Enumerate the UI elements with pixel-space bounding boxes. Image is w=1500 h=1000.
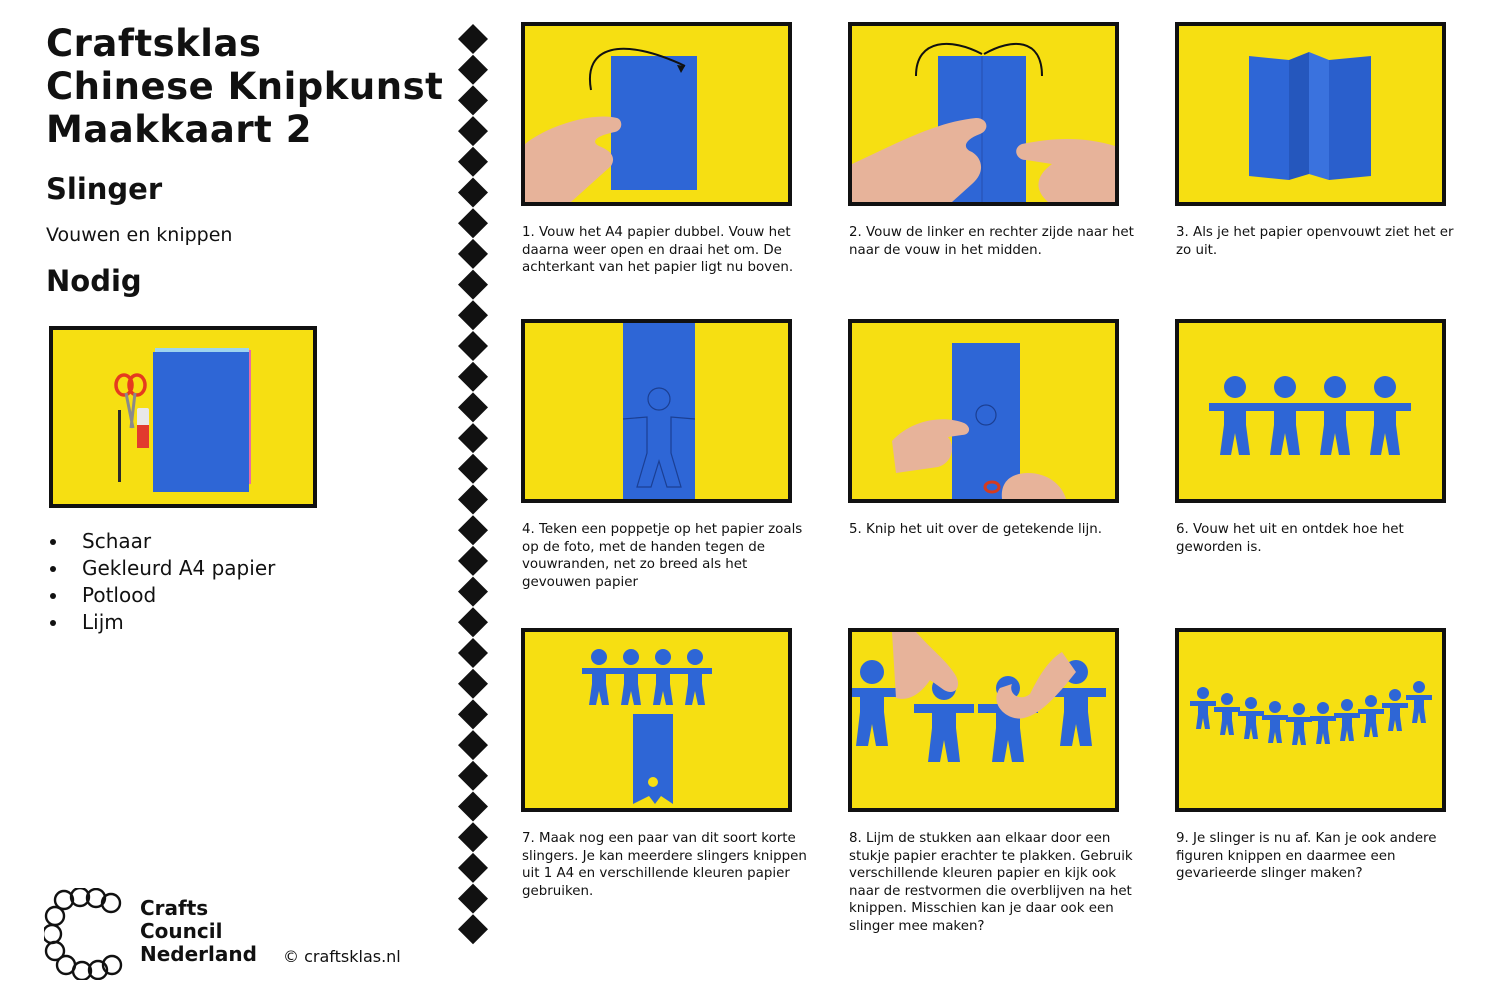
step-9-caption: 9. Je slinger is nu af. Kan je ook andere figuren knippen en daarmee een gevarieerde slinger maken? (1176, 831, 1437, 881)
step-4-caption: 4. Teken een poppetje op het papier zoals op de foto, met de handen tegen de vouwranden, net zo breed als het gevouwen papier (522, 522, 803, 590)
step-2-photo (848, 22, 1119, 206)
diamond-icon (458, 577, 488, 607)
step-1-photo (521, 22, 792, 206)
diamond-icon (458, 884, 488, 914)
title-block (46, 22, 446, 151)
diamond-icon (458, 730, 488, 760)
diamond-icon (458, 792, 488, 822)
tagline: Vouwen en knippen (46, 224, 233, 246)
diamond-icon (458, 454, 488, 484)
logo-line: Crafts (140, 896, 209, 920)
diamond-icon (458, 239, 488, 269)
diamond-icon (458, 270, 488, 300)
diamond-icon (458, 853, 488, 883)
diamond-divider (455, 22, 491, 977)
step-8-photo (848, 628, 1119, 812)
diamond-icon (458, 300, 488, 330)
step-5-caption: 5. Knip het uit over de getekende lijn. (849, 522, 1102, 537)
page-title (46, 22, 446, 151)
step-4-photo (521, 319, 792, 503)
diamond-icon (458, 822, 488, 852)
step-1-caption: 1. Vouw het A4 papier dubbel. Vouw het daarna weer open en draai het om. De achterkant van het papier ligt nu boven. (522, 225, 794, 275)
logo-text (140, 897, 257, 966)
needs-title: Nodig (46, 264, 142, 298)
copyright: © craftsklas.nl (283, 947, 401, 966)
logo-line: Council (140, 919, 223, 943)
title-line-3: Maakkaart 2 (46, 108, 312, 151)
diamond-icon (458, 607, 488, 637)
step-5-photo (848, 319, 1119, 503)
subtitle: Slinger (46, 172, 163, 206)
diamond-icon (458, 362, 488, 392)
title-line-2: Chinese Knipkunst (46, 65, 444, 108)
diamond-icon (458, 331, 488, 361)
diamond-icon (458, 178, 488, 208)
diamond-icon (458, 485, 488, 515)
diamond-icon (458, 24, 488, 54)
diamond-icon (458, 208, 488, 238)
diamond-icon (458, 147, 488, 177)
materials-photo (49, 326, 317, 508)
step-6-caption: 6. Vouw het uit en ontdek hoe het geworden is. (1176, 522, 1404, 555)
step-9-photo (1175, 628, 1446, 812)
needs-list (46, 528, 275, 636)
diamond-icon (458, 392, 488, 422)
diamond-icon (458, 699, 488, 729)
diamond-icon (458, 55, 488, 85)
logo-line: Nederland (140, 942, 257, 966)
list-item: Potlood (46, 582, 275, 609)
step-2-caption: 2. Vouw de linker en rechter zijde naar het naar de vouw in het midden. (849, 225, 1134, 258)
step-7-caption: 7. Maak nog een paar van dit soort korte slingers. Je kan meerdere slingers knippen uit 1 A4 en verschillende kleuren papier gebruiken. (522, 831, 807, 899)
list-item: Lijm (46, 609, 275, 636)
title-line-1: Craftsklas (46, 22, 262, 65)
step-3-caption: 3. Als je het papier openvouwt ziet het er zo uit. (1176, 225, 1454, 258)
diamond-icon (458, 546, 488, 576)
diamond-icon (458, 761, 488, 791)
diamond-icon (458, 669, 488, 699)
step-3-photo (1175, 22, 1446, 206)
diamond-icon (458, 515, 488, 545)
list-item: Gekleurd A4 papier (46, 555, 275, 582)
list-item: Schaar (46, 528, 275, 555)
step-7-photo (521, 628, 792, 812)
diamond-icon (458, 85, 488, 115)
diamond-icon (458, 638, 488, 668)
diamond-icon (458, 914, 488, 944)
diamond-icon (458, 423, 488, 453)
crafts-council-logo-icon (44, 888, 144, 980)
step-6-photo (1175, 319, 1446, 503)
step-8-caption: 8. Lijm de stukken aan elkaar door een stukje papier erachter te plakken. Gebruik verschillende kleuren papier en kijk ook naar de restvormen die overblijven na het knippen. Misschien kan je daar ook een slinger mee maken? (849, 831, 1133, 934)
diamond-icon (458, 116, 488, 146)
